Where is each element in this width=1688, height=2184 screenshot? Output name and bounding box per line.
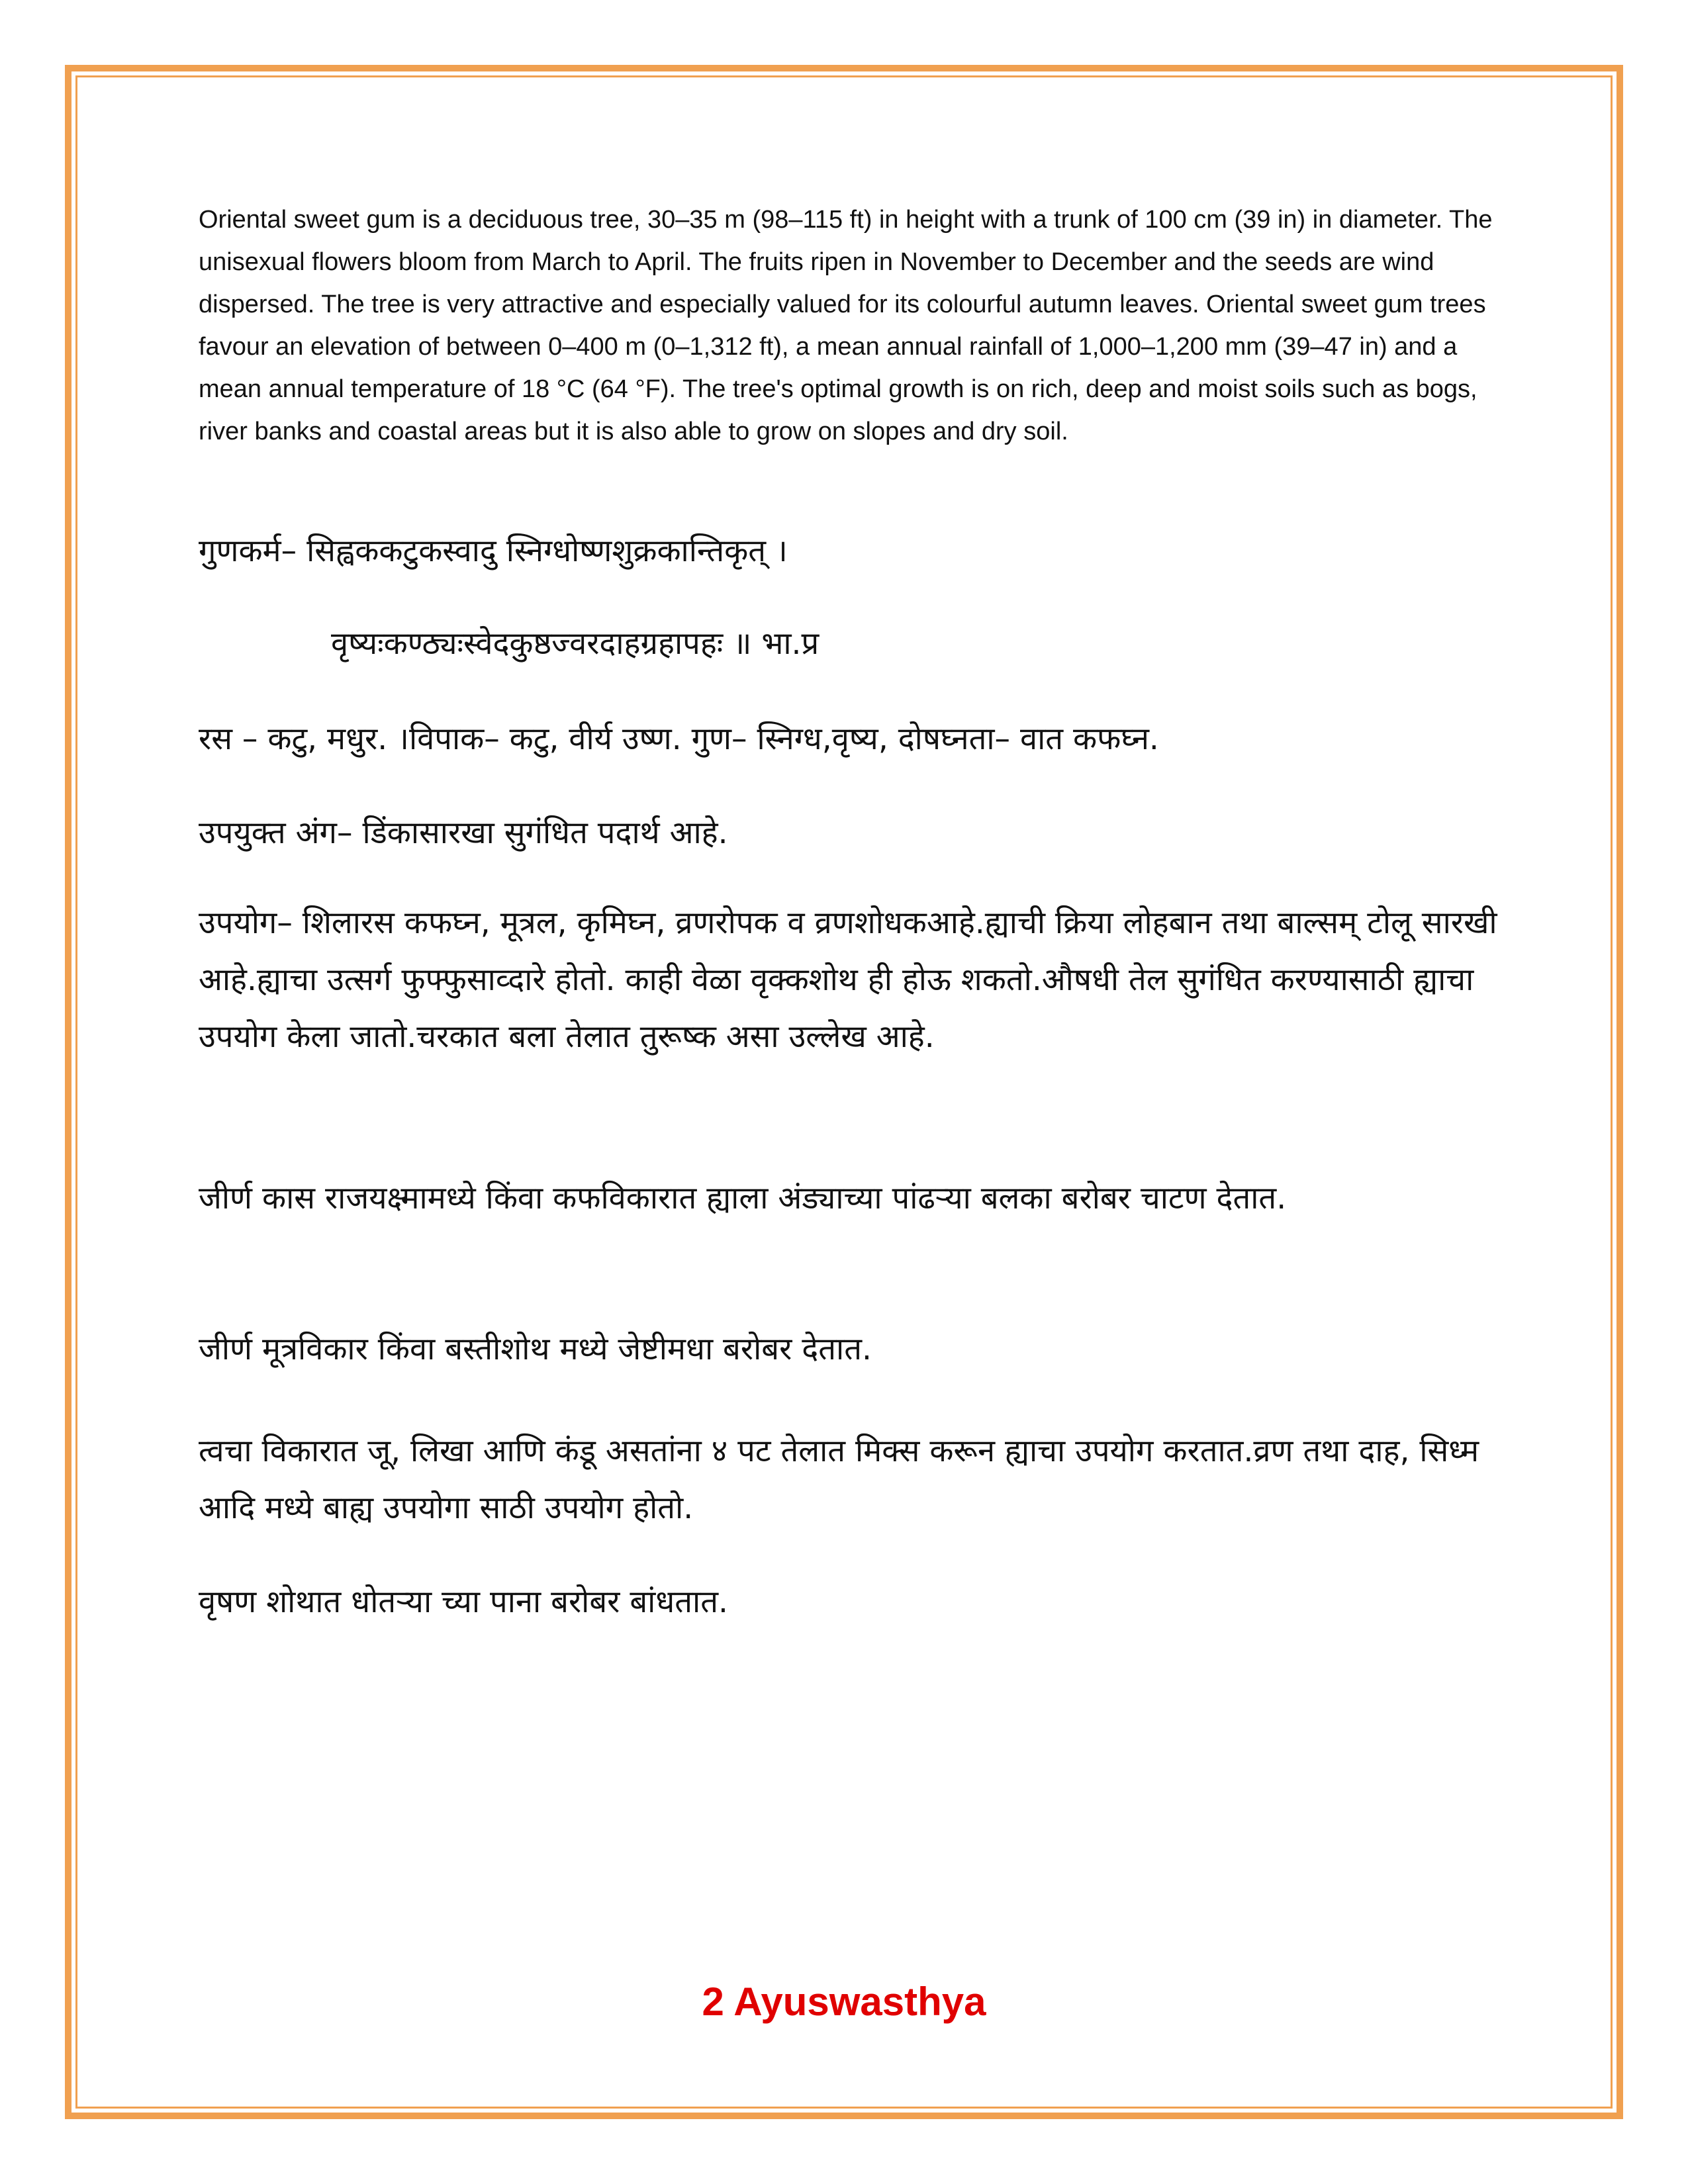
rasa-paragraph: रस – कटु, मधुर. ।विपाक– कटु, वीर्य उष्ण. गुण– स्निग्ध,वृष्य, दोषघ्नता– वात कफघ्न. — [199, 721, 1159, 757]
upayukta-anga-paragraph: उपयुक्त अंग– डिंकासारखा सुगंधित पदार्थ आहे. — [199, 815, 728, 851]
vrushan-paragraph: वृषण शोथात धोतऱ्या च्या पाना बरोबर बांधतात. — [199, 1584, 728, 1620]
jirna-kas-paragraph: जीर्ण कास राजयक्ष्मामध्ये किंवा कफविकारात ह्याला अंड्याच्या पांढऱ्या बलका बरोबर चाटण देतात. — [199, 1180, 1287, 1216]
upayog-paragraph: उपयोग– शिलारस कफघ्न, मूत्रल, कृमिघ्न, व्रणरोपक व व्रणशोधकआहे.ह्याची क्रिया लोहबान तथा बाल्सम् टोलू सारखी आहे.ह्याचा उत्सर्ग फुफ्फुसाव्दारे होतो. काही वेळा वृक्कशोथ ही होऊ शकतो.औषधी तेल सुगंधित करण्यासाठी ह्याचा उपयोग केला जातो.चरकात बला तेलात तुरूष्क असा उल्लेख आहे. — [199, 905, 1497, 1055]
shloka-line-2: वृष्यःकण्ठ्यःस्वेदकुष्ठज्वरदाहग्रहापहः ॥ भा.प्र — [331, 625, 820, 662]
tvacha-paragraph: त्वचा विकारात जू, लिखा आणि कंडू असतांना ४ पट तेलात मिक्स करून ह्याचा उपयोग करतात.व्रण तथा दाह, सिध्म आदि मध्ये बाह्य उपयोगा साठी उपयोग होतो. — [199, 1433, 1479, 1526]
page-footer: 2 Ayuswasthya — [702, 1979, 986, 2024]
shloka-line-1: गुणकर्म– सिह्वककटुकस्वादु स्निग्धोष्णशुक्रकान्तिकृत् । — [199, 533, 788, 569]
jirna-mutra-paragraph: जीर्ण मूत्रविकार किंवा बस्तीशोथ मध्ये जेष्टीमधा बरोबर देतात. — [199, 1331, 872, 1367]
english-description-paragraph: Oriental sweet gum is a deciduous tree, 30–35 m (98–115 ft) in height with a trunk of 100 cm (39 in) in diameter. The unisexual flowers bloom from March to April. The fruits ripen in November to December and the seeds are wind dispersed. The tree is very attractive and especially valued for its colourful autumn leaves. Oriental sweet gum trees favour an elevation of between 0–400 m (0–1,312 ft), a mean annual rainfall of 1,000–1,200 mm (39–47 in) and a mean annual temperature of 18 °C (64 °F). The tree's optimal growth is on rich, deep and moist soils such as bogs, river banks and coastal areas but it is also able to grow on slopes and dry soil. — [199, 206, 1493, 445]
